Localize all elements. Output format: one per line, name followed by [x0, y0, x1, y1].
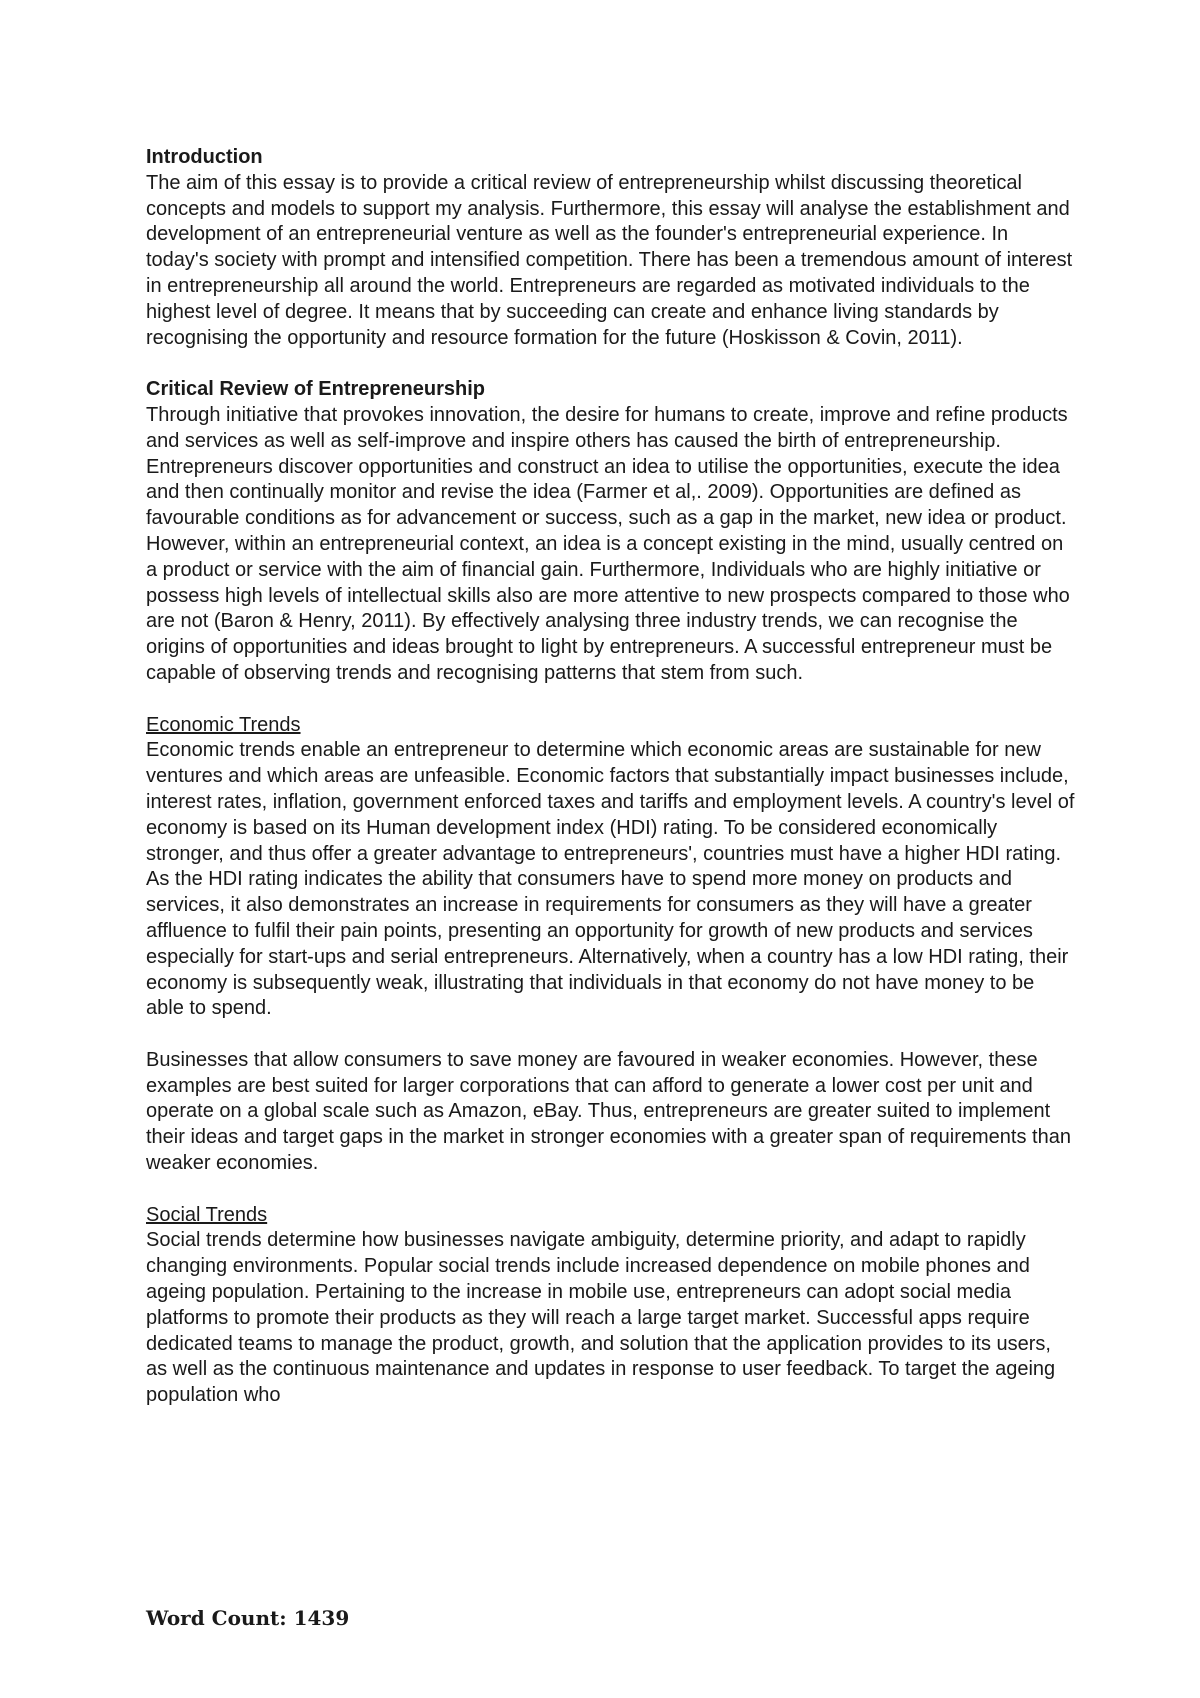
section-introduction: [146, 145, 1076, 351]
critical-review-paragraph: Through initiative that provokes innovation, the desire for humans to create, improve and refine products and services as well as self-improve and inspire others has caused the birth of entrepreneurship. Entrepreneurs discover opportunities and construct an idea to utilise the opportunities, execute the idea and then continually monitor and revise the idea (Farmer et al,. 2009). Opportunities are defined as favourable conditions as for advancement or success, such as a gap in the market, new idea or product. However, within an entrepreneurial context, an idea is a concept existing in the mind, usually centred on a product or service with the aim of financial gain. Furthermore, Individuals who are highly initiative or possess high levels of intellectual skills also are more attentive to new prospects compared to those who are not (Baron & Henry, 2011). By effectively analysing three industry trends, we can recognise the origins of opportunities and ideas brought to light by entrepreneurs. A successful entrepreneur must be capable of observing trends and recognising patterns that stem from such.: [146, 403, 1070, 684]
introduction-paragraph: The aim of this essay is to provide a critical review of entrepreneurship whilst discussing theoretical concepts and models to support my analysis. Furthermore, this essay will analyse the establishment and development of an entrepreneurial venture as well as the founder's entrepreneurial experience. In today's society with prompt and intensified competition. There has been a tremendous amount of interest in entrepreneurship all around the world. Entrepreneurs are regarded as motivated individuals to the highest level of degree. It means that by succeeding can create and enhance living standards by recognising the opportunity and resource formation for the future (Hoskisson & Covin, 2011).: [146, 171, 1073, 349]
document-body: [146, 145, 1076, 1435]
social-trends-heading: Social Trends: [146, 1203, 268, 1226]
section-economic-trends: [146, 713, 1076, 1023]
economic-trends-paragraph: Economic trends enable an entrepreneur to determine which economic areas are sustainable for new ventures and which areas are unfeasible. Economic factors that substantially impact businesses include, interest rates, inflation, government enforced taxes and tariffs and employment levels. A country's level of economy is based on its Human development index (HDI) rating. To be considered economically stronger, and thus offer a greater advantage to entrepreneurs', countries must have a higher HDI rating. As the HDI rating indicates the ability that consumers have to spend more money on products and services, it also demonstrates an increase in requirements for consumers as they will have a greater affluence to fulfil their pain points, presenting an opportunity for growth of new products and services especially for start-ups and serial entrepreneurs. Alternatively, when a country has a low HDI rating, their economy is subsequently weak, illustrating that individuals in that economy do not have money to be able to spend.: [146, 739, 1075, 1020]
section-critical-review: [146, 377, 1076, 687]
economic-trends-heading: Economic Trends: [146, 713, 301, 736]
critical-review-heading: Critical Review of Entrepreneurship: [146, 378, 485, 401]
section-economic-trends-continued: [146, 1048, 1076, 1177]
word-count-footer: Word Count: 1439: [146, 1606, 350, 1630]
economic-trends-paragraph-2: Businesses that allow consumers to save money are favoured in weaker economies. However, these examples are best suited for larger corporations that can afford to generate a lower cost per unit and operate on a global scale such as Amazon, eBay. Thus, entrepreneurs are greater suited to implement their ideas and target gaps in the market in stronger economies with a greater span of requirements than weaker economies.: [146, 1048, 1071, 1175]
social-trends-paragraph: Social trends determine how businesses navigate ambiguity, determine priority, and adapt to rapidly changing environments. Popular social trends include increased dependence on mobile phones and ageing population. Pertaining to the increase in mobile use, entrepreneurs can adopt social media platforms to promote their products as they will reach a large target market. Successful apps require dedicated teams to manage the product, growth, and solution that the application provides to its users, as well as the continuous maintenance and updates in response to user feedback. To target the ageing population who: [146, 1229, 1056, 1407]
section-social-trends: [146, 1203, 1076, 1409]
introduction-heading: Introduction: [146, 146, 263, 168]
